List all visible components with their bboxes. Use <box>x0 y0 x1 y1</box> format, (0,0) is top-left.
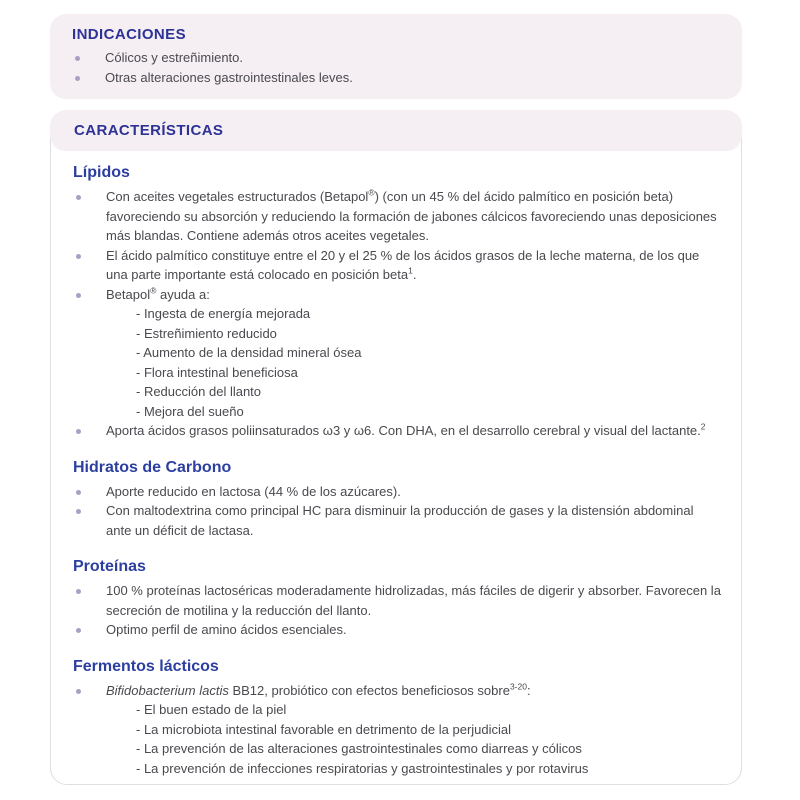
caracteristicas-header-bar <box>50 110 742 151</box>
caracteristicas-body <box>51 151 741 784</box>
text-segment: ayuda a: <box>156 286 210 302</box>
list-item-text: Otras alteraciones gastrointestinales leves. <box>105 69 353 85</box>
text-segment: . <box>412 267 417 282</box>
list-item <box>73 246 721 285</box>
bullet-icon <box>76 589 81 594</box>
list-item-text: Con maltodextrina como principal HC para disminuir la producción de gases y la distensión abdominal ante un déficit de lactasa. <box>106 503 694 538</box>
sub-list-item: - La prevención de infecciones respiratorias y gastrointestinales y por rotavirus <box>136 760 589 776</box>
caracteristicas-title: CARACTERÍSTICAS <box>74 122 224 139</box>
sub-list-item: - Aumento de la densidad mineral ósea <box>136 345 362 360</box>
text-segment: Con aceites vegetales estructurados (Betapol <box>106 189 369 204</box>
section-heading-proteinas: Proteínas <box>73 558 146 575</box>
list-item <box>72 68 718 88</box>
footnote-marker: 1 <box>408 265 413 276</box>
caracteristicas-panel <box>50 110 742 785</box>
list-item <box>73 482 721 502</box>
text-segment: ) (con un 45 % del ácido palmítico en posición beta) favoreciendo su absorción y reduciendo la formación de jabones cálcicos favoreciendo unas deposiciones más blandas. Contiene además otros aceites vegetales. <box>106 189 717 243</box>
section-heading-fermentos: Fermentos lácticos <box>73 657 219 675</box>
sub-list-item: - La prevención de las alteraciones gastrointestinales como diarreas y cólicos <box>136 741 582 756</box>
section-heading-hidratos: Hidratos de Carbono <box>73 458 232 476</box>
indicaciones-title: INDICACIONES <box>72 26 186 43</box>
bullet-icon <box>76 509 81 514</box>
list-item <box>73 620 721 640</box>
footnote-marker: 2 <box>700 421 706 432</box>
bullet-icon <box>76 490 81 495</box>
list-item-text <box>106 246 721 285</box>
bullet-icon <box>76 293 81 298</box>
text-segment: Aporta ácidos grasos poliinsaturados ω3 y ω6. Con DHA, en el desarrollo cerebral y visual del lactante. <box>106 423 701 438</box>
list-item <box>73 501 721 540</box>
bullet-icon <box>75 56 80 61</box>
list-item-text <box>106 681 531 701</box>
sub-list-item: - Ingesta de energía mejorada <box>136 306 311 321</box>
registered-mark: ® <box>368 187 375 198</box>
list-item <box>73 421 721 441</box>
sub-list-item: - Reducción del llanto <box>136 384 262 399</box>
registered-mark: ® <box>150 285 157 296</box>
list-item-text: Optimo perfil de amino ácidos esenciales. <box>106 622 347 637</box>
text-segment: Betapol <box>106 286 151 302</box>
sub-list-item: - La microbiota intestinal favorable en detrimento de la perjudicial <box>136 721 512 737</box>
section-heading-lipidos: Lípidos <box>73 164 130 181</box>
list-item-text <box>106 187 721 246</box>
sub-list-item: - Flora intestinal beneficiosa <box>136 364 298 380</box>
text-segment: El ácido palmítico constituye entre el 20 y el 25 % de los ácidos grasos de la leche materna, de los que una parte importante está colocado en posición beta <box>106 247 700 282</box>
list-item <box>73 187 721 246</box>
bullet-icon <box>76 195 81 200</box>
text-segment: : <box>526 682 531 698</box>
bullet-icon <box>76 689 81 694</box>
indicaciones-panel <box>50 14 742 99</box>
sub-list-item: - El buen estado de la piel <box>136 702 287 717</box>
species-name: Bifidobacterium lactis <box>106 682 229 698</box>
bullet-icon <box>76 254 81 259</box>
list-item-text: Aporte reducido en lactosa (44 % de los azúcares). <box>106 483 401 499</box>
bullet-icon <box>76 429 81 434</box>
sub-list-item: - Mejora del sueño <box>136 403 244 419</box>
list-item <box>72 48 718 68</box>
text-segment: BB12, probiótico con efectos beneficiosos sobre <box>228 682 510 698</box>
sub-list-item: - Estreñimiento reducido <box>136 325 277 341</box>
list-item <box>73 285 721 305</box>
list-item-text: Cólicos y estreñimiento. <box>105 50 243 65</box>
list-item-text <box>106 285 210 305</box>
bullet-icon <box>76 628 81 633</box>
footnote-marker: 3-20 <box>509 681 527 692</box>
list-item <box>73 581 721 620</box>
list-item <box>73 681 721 701</box>
list-item-text: 100 % proteínas lactoséricas moderadamente hidrolizadas, más fáciles de digerir y absorber. Favorecen la secreción de motilina y la reducción del llanto. <box>106 583 721 618</box>
list-item-text <box>106 421 706 441</box>
bullet-icon <box>75 76 80 81</box>
